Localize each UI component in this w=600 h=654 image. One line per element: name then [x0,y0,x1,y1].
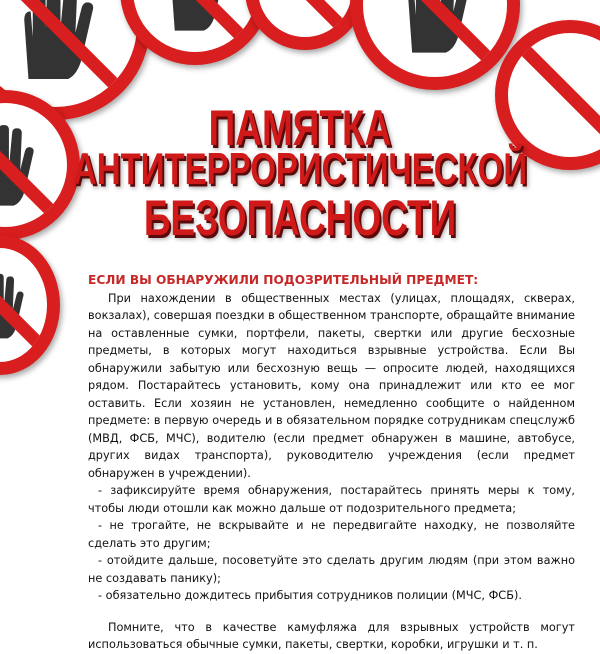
instruction-item: - обязательно дождитесь прибытия сотрудников полиции (МЧС, ФСБ). [98,589,522,602]
prohibition-sign-icon [245,0,365,50]
memo-body [88,272,575,654]
instruction-item: - отойдите дальше, посоветуйте это сделать другим людям (при этом важно не создавать панику); [88,554,575,585]
title-line-1: ПАМЯТКА [208,100,392,156]
title-line-2: АНТИТЕРРОРИСТИЧЕСКОЙ [72,143,528,194]
instruction-item: - не трогайте, не вскрывайте и не передвигайте находку, не позволяйте сделать это другим; [88,519,575,550]
section-heading: ЕСЛИ ВЫ ОБНАРУЖИЛИ ПОДОЗРИТЕЛЬНЫЙ ПРЕДМЕТ: [88,273,479,287]
prohibition-sign-icon [0,235,60,375]
prohibition-sign-icon [350,0,520,90]
instruction-item: - зафиксируйте время обнаружения, постарайтесь принять меры к тому, чтобы люди отошли как можно дальше от подозрительного предмета; [88,484,575,515]
main-paragraph: При нахождении в общественных местах (улицах, площадях, скверах, вокзалах), совершая поездки в общественном транспорте, обращайте внимание на оставленные сумки, портфели, пакеты, свертки или другие бесхозные предметы, в которых могут находиться взрывные устройства. Если Вы обнаружили забытую или бесхозную вещь — опросите людей, находящихся рядом. Постарайтесь установить, кому она принадлежит или кто ее мог оставить. Если хозяин не установлен, немедленно сообщите о найденном предмете: в первую очередь и в обязательном порядке сотрудникам спецслужб (МВД, ФСБ, МЧС), водителю (если предмет обнаружен в машине, автобусе, других видах транспорта), руководителю учреждения (если предмет обнаружен в учреждении). [88,291,575,480]
stop-hand-icon [9,0,99,79]
footer-note: Помните, что в качестве камуфляжа для взрывных устройств могут использоваться обычные сумки, пакеты, свертки, коробки, игрушки и т. п. [88,620,575,651]
title-line-3: БЕЗОПАСНОСТИ [143,190,457,246]
